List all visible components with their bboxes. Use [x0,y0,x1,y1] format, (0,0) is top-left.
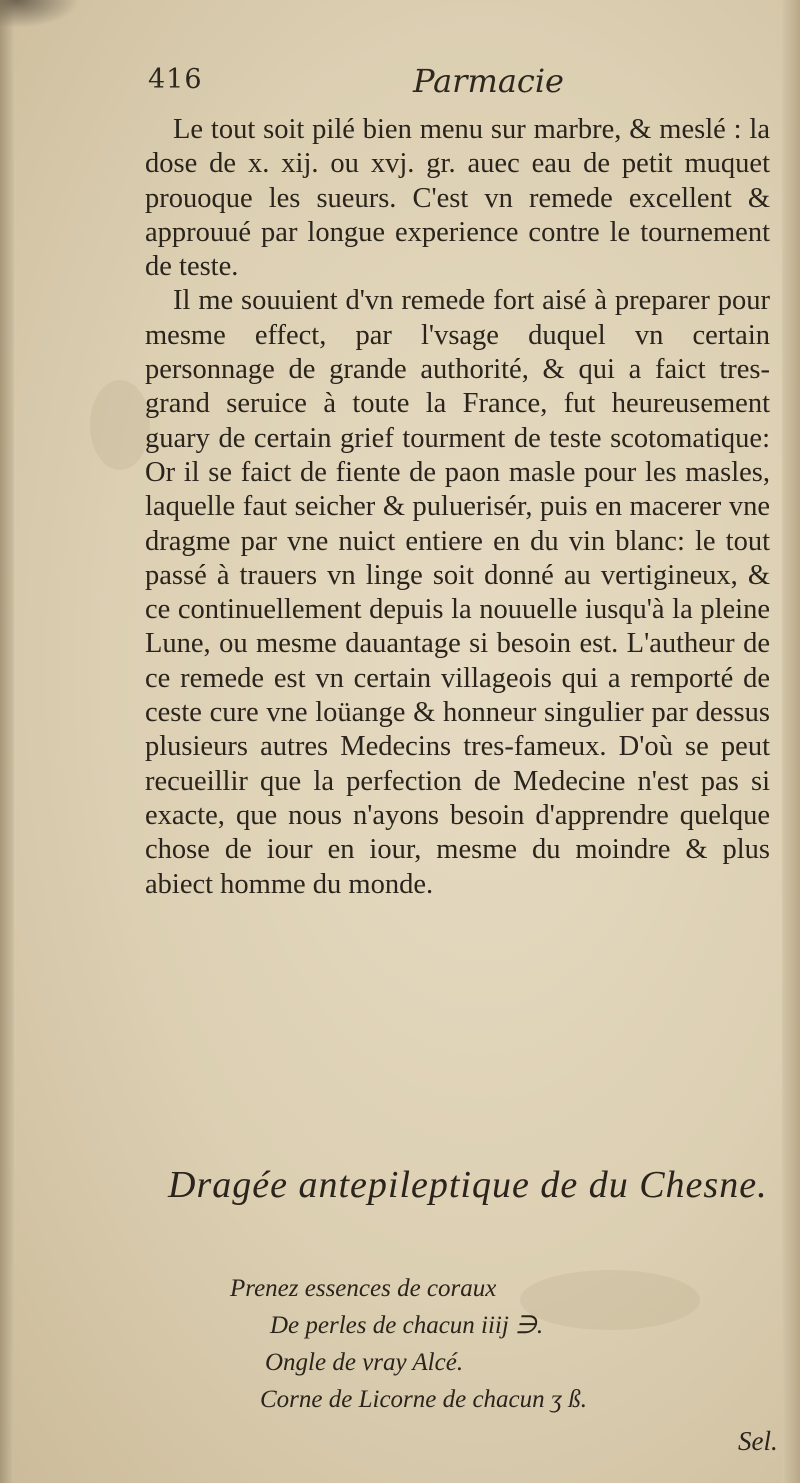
catchword: Sel. [738,1426,778,1456]
page-left-edge [0,0,14,1483]
paragraph: Il me souuient d'vn remede fort aisé à preparer pour mesme effect, par l'vsage duquel vn certain personnage de grande authorité, & qui a faict tres-grand seruice à toute la France, fut heureusement guary de certain grief tourment de teste scotomatique: Or il se faict de fiente de paon masle pour les masles, laquelle faut seicher & puluerisér, puis en macerer vne dragme par vne nuict entiere en du vin blanc: le tout passé à trauers vn linge soit donné au vertigineux, & ce continuellement depuis la nouuelle iusqu'à la pleine Lune, ou mesme dauantage si besoin est. L'autheur de ce remede est vn certain villageois qui a remporté de ceste cure vne loüange & honneur singulier par dessus plusieurs autres Medecins tres-fameux. D'où se peut recueillir que la perfection de Medecine n'est pas si exacte, que nous n'ayons besoin d'apprendre quelque chose de iour en iour, mesme du moindre & plus abiect homme du monde. [145,285,770,900]
section-title: Dragée antepileptique de du Chesne. [168,1164,768,1206]
recipe-line: Prenez essences de coraux [230,1275,497,1302]
recipe-line: Corne de Licorne de chacun ʒ ß. [260,1386,588,1413]
paper-stain [90,380,150,470]
recipe-list [230,1270,730,1418]
page-number: 416 [148,64,203,95]
running-head: Parmacie [413,62,564,100]
body-text [145,113,770,902]
page-header [148,62,768,112]
recipe-line: De perles de chacun iiij ∋. [270,1312,544,1339]
paragraph: Le tout soit pilé bien menu sur marbre, & meslé : la dose de x. xij. ou xvj. gr. auec eau de petit muquet prouoque les sueurs. C'est vn remede excellent & approuué par longue experience contre le tournement de teste. [145,114,770,283]
page-right-edge [782,0,800,1483]
recipe-line: Ongle de vray Alcé. [265,1349,464,1376]
corner-shadow [0,0,80,28]
